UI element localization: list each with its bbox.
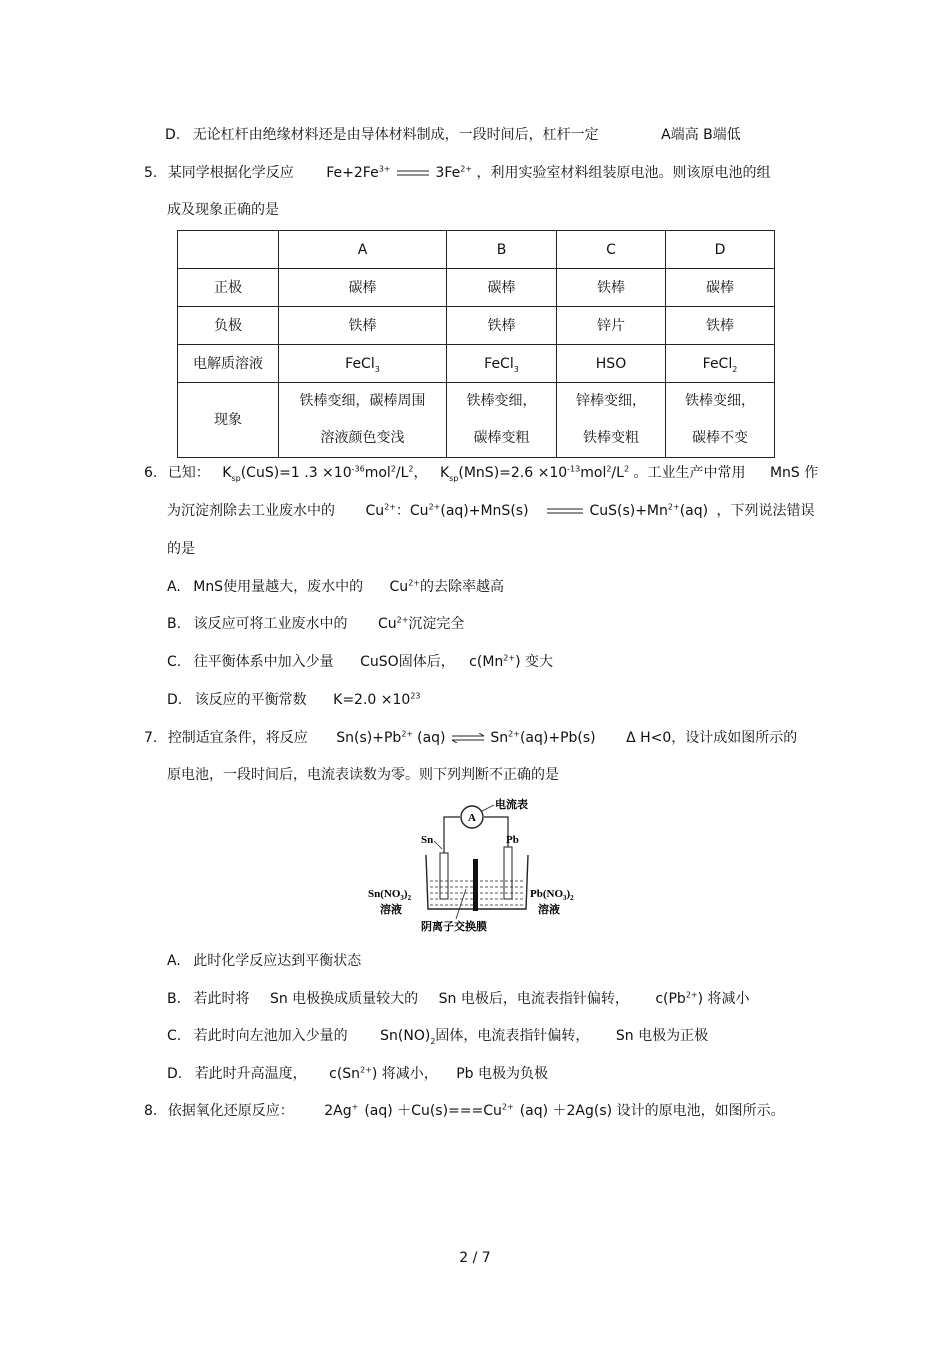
q6-option-b: B. 该反应可将工业废水中的 $Cu^{2+}$沉淀完全 [167, 615, 465, 632]
ammeter-label: 电流表 [495, 799, 528, 811]
q6-stem-tail2: ，下列说法错误 [716, 503, 815, 519]
q8-stem-text: 依据氧化还原反应： [167, 1103, 294, 1119]
table-cell: 碳棒 [279, 269, 447, 307]
page-number: 2 / 7 [459, 1250, 491, 1266]
q7-option-c: C. 若此时向左池加入少量的 $Sn(NO)_2$固体，电流表指针偏转， Sn 电极为正极 [167, 1028, 709, 1046]
row-label-electrolyte: 电解质溶液 [178, 345, 279, 383]
membrane-label: 阴离子交换膜 [421, 921, 487, 933]
table-cell: 铁棒变细，碳棒周围 溶液颜色变浅 [279, 383, 447, 458]
q6-number: 6. [144, 465, 158, 481]
table-cell: 锌片 [557, 307, 666, 345]
table-cell: FeCl$_3$ [447, 345, 557, 383]
pb-electrode [504, 847, 512, 899]
ammeter-symbol: A [468, 812, 476, 824]
row-label-phenomenon: 现象 [178, 383, 279, 458]
table-cell: FeCl$_2$ [666, 345, 775, 383]
left-electrode-label: Sn [421, 834, 434, 846]
q6-stem-line2 [167, 501, 815, 521]
row-label-negative-electrode: 负极 [178, 307, 279, 345]
table-cell: 碳棒 [666, 269, 775, 307]
q7-option-d: D. 若此时升高温度， $c(Sn^{2+})$ 将减小， Pb 电极为负极 [167, 1065, 549, 1082]
q5-table [177, 230, 775, 458]
table-cell: 铁棒 [557, 269, 666, 307]
q4-option-d-text: 无论杠杆由绝缘材料还是由导体材料制成，一段时间后，杠杆一定 [192, 127, 599, 143]
q7-delta-h: Δ H<0，设计成如图所示的 [626, 730, 798, 746]
table-row [178, 307, 775, 345]
q4-option-d-tail: A端高 B端低 [661, 127, 741, 143]
table-cell: 铁棒 [279, 307, 447, 345]
q6-stem-line3: 的是 [167, 541, 195, 557]
q6-reaction: $Cu^{2+}$：$Cu^{2+}(aq)+MnS(s)$ [365, 502, 529, 519]
left-solution-label: 溶液 [380, 904, 402, 916]
q6-stem-line1 [144, 463, 818, 483]
q6-ksp-cus: $K_{sp}(CuS)=1$ $.3 \times 10^{-36}mol^2/L^2$， [222, 464, 428, 483]
q7-number: 7. [144, 730, 158, 746]
table-row [178, 269, 775, 307]
q6-given: 已知： [167, 465, 210, 481]
table-cell: HSO [557, 345, 666, 383]
wire-right [484, 817, 508, 847]
q8-reaction: 2Ag+ $(aq) +Cu(s)===Cu^{2+}$ (aq) ＋2Ag(s) 设计的原电池，如图所示。 [324, 1102, 785, 1119]
q6-ksp-mns: $K_{sp}(MnS)=2.6 \times 10^{-13}mol^2/L^2$ [439, 464, 630, 483]
q7-reaction-right: $Sn^{2+}(aq)+Pb(s)$ [490, 729, 596, 746]
q5-eq-left: $Fe+2Fe^{3+}$ [326, 164, 391, 181]
q5-eq-right: $3Fe^{2+}$ [435, 164, 473, 181]
galvanic-cell-diagram [366, 797, 578, 937]
q6-stem-text: 为沉淀剂除去工业废水中的 [167, 503, 335, 519]
right-solution-label: 溶液 [538, 904, 560, 916]
q5-stem-line2: 成及现象正确的是 [167, 202, 279, 218]
table-cell: 铁棒变细， 碳棒不变 [666, 383, 775, 458]
q5-stem-pre: 某同学根据化学反应 [167, 165, 294, 181]
q5-number: 5. [144, 165, 158, 181]
table-cell: 铁棒变细， 碳棒变粗 [447, 383, 557, 458]
q4-option-d-label: D. [165, 127, 181, 143]
q8-stem [144, 1101, 785, 1121]
q6-option-d: D. 该反应的平衡常数 $K=2.0 \times 10^{23}$ [167, 691, 421, 708]
table-row [178, 345, 775, 383]
q7-option-b: B. 若此时将 Sn 电极换成质量较大的 Sn 电极后，电流表指针偏转， $c(Pb^{2+})$ 将减小 [167, 990, 750, 1007]
table-cell: 铁棒 [447, 307, 557, 345]
q5-table-header: D [666, 231, 775, 269]
q7-reaction-left: $Sn(s)+Pb^{2+}$ (aq) [336, 729, 446, 746]
table-cell: 碳棒 [447, 269, 557, 307]
table-cell: FeCl$_3$ [279, 345, 447, 383]
q7-stem-line1 [144, 728, 797, 748]
q7-option-a: A. 此时化学反应达到平衡状态 [167, 953, 362, 969]
q5-table-header: C [557, 231, 666, 269]
equilibrium-arrow-icon [452, 733, 484, 743]
q5-table-header: B [447, 231, 557, 269]
row-label-positive-electrode: 正极 [178, 269, 279, 307]
q4-option-d [165, 125, 741, 145]
q7-stem-text: 控制适宜条件，将反应 [167, 730, 308, 746]
q5-table-header: A [279, 231, 447, 269]
wire-left [444, 817, 460, 835]
q7-stem-line2: 原电池，一段时间后，电流表读数为零。则下列判断不正确的是 [167, 767, 559, 783]
sn-electrode [440, 853, 448, 899]
table-cell: 锌棒变细， 铁棒变粗 [557, 383, 666, 458]
q6-option-a: A. MnS使用量越大，废水中的 $Cu^{2+}$的去除率越高 [167, 578, 504, 595]
q6-stem-tail: 。工业生产中常用 [633, 465, 746, 481]
q8-number: 8. [144, 1103, 158, 1119]
q6-option-c: C. 往平衡体系中加入少量 CuSO固体后， $c(Mn^{2+})$ 变大 [167, 653, 553, 670]
equals-sign-icon [547, 507, 583, 515]
left-solution-formula: $Sn(NO_3)_2$ [368, 888, 412, 902]
anion-exchange-membrane [473, 859, 478, 911]
q5-stem-line1 [144, 163, 770, 183]
q5-stem-post: ，利用实验室材料组装原电池。则该原电池的组 [476, 165, 771, 181]
right-solution-formula: $Pb(NO_3)_2$ [530, 888, 574, 902]
table-row [178, 383, 775, 458]
table-cell: 铁棒 [666, 307, 775, 345]
q6-stem-end: MnS 作 [769, 465, 819, 481]
equals-sign-icon [397, 169, 429, 177]
right-electrode-label: Pb [506, 834, 519, 846]
q6-reaction-product: $CuS(s)+Mn^{2+}(aq)$ [589, 502, 709, 519]
q5-table-header-row [178, 231, 775, 269]
q5-table-header [178, 231, 279, 269]
